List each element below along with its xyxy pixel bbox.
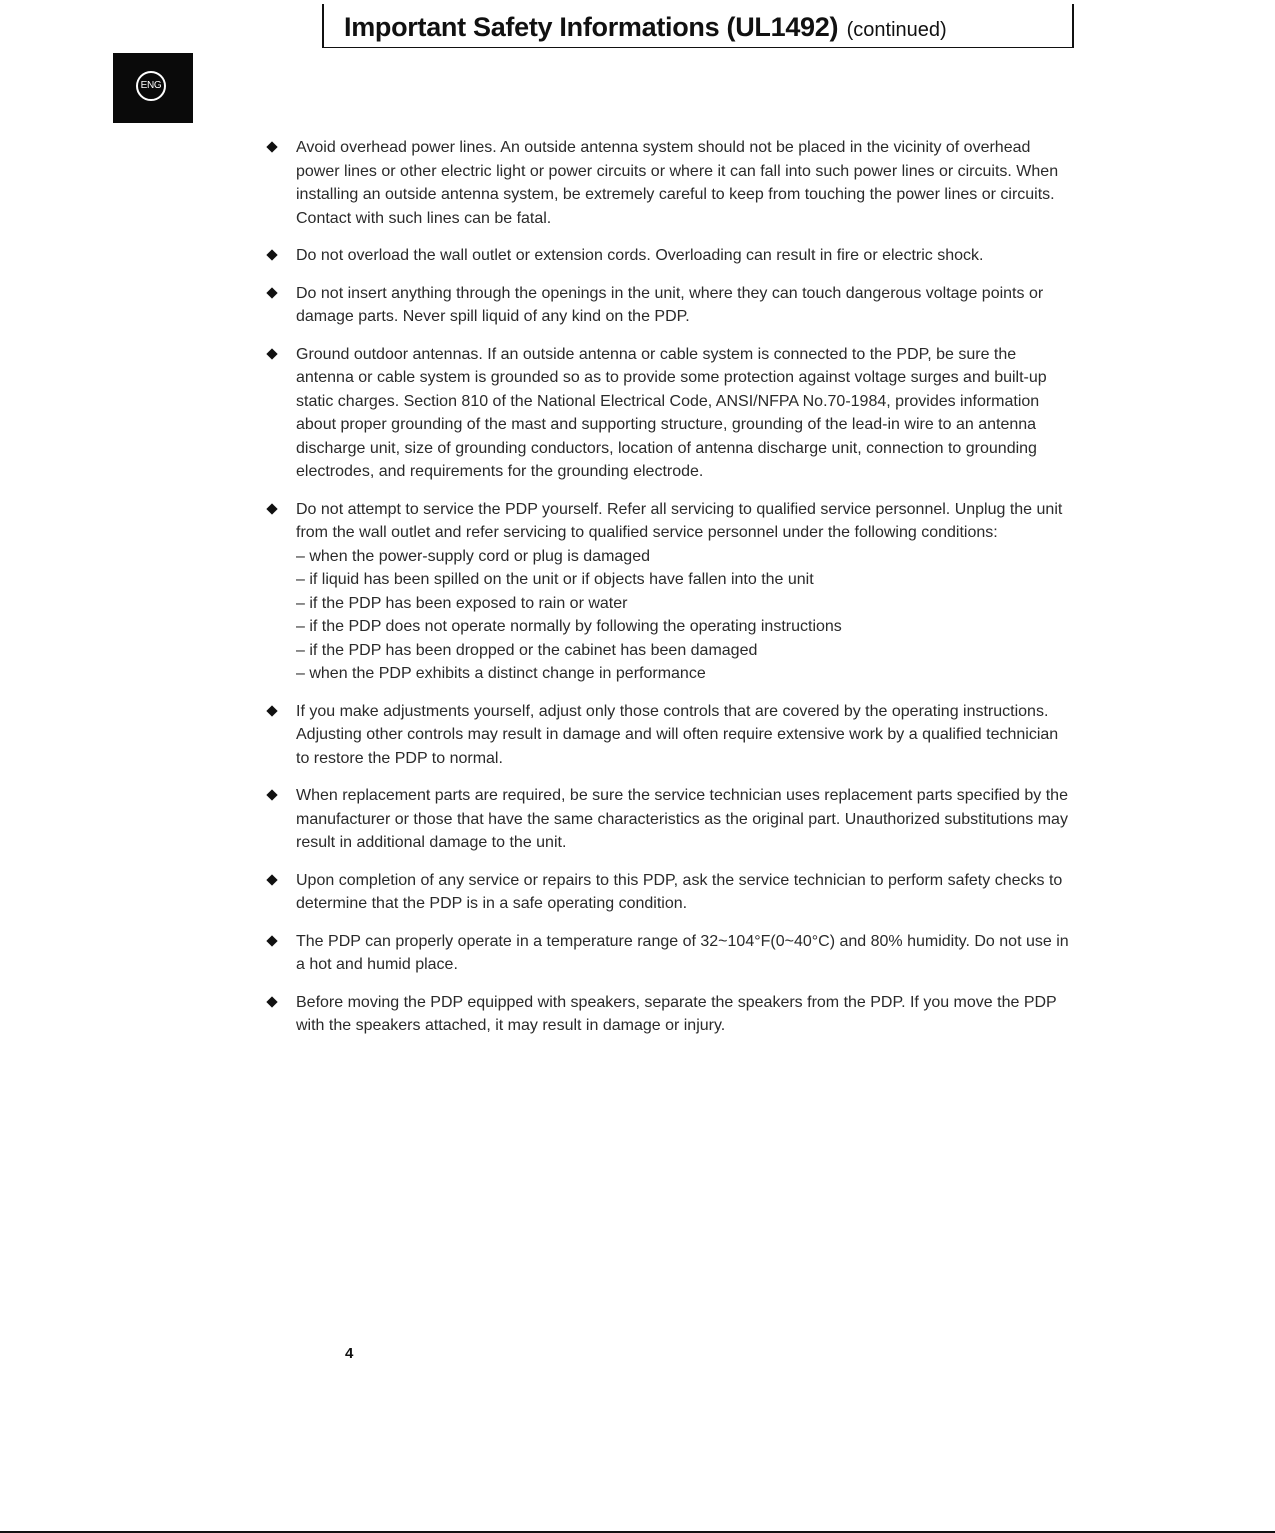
list-item [266, 930, 1074, 977]
diamond-bullet-icon [266, 348, 277, 359]
item-text: The PDP can properly operate in a temperature range of 32~104°F(0~40°C) and 80% humidity. Do not use in a hot and humid place. [296, 932, 1069, 973]
item-text: Ground outdoor antennas. If an outside antenna or cable system is connected to the PDP, be sure the antenna or cable system is grounded so as to provide some protection against voltage surges and built-up static charges. Section 810 of the National Electrical Code, ANSI/NFPA No.70-1984, provides information about proper grounding of the mast and supporting structure, grounding of the lead-in wire to an antenna discharge unit, size of grounding conductors, location of antenna discharge unit, connection to grounding electrodes, and requirements for the grounding electrode. [296, 345, 1047, 480]
list-item [266, 498, 1074, 686]
page-title [344, 12, 947, 43]
item-text: Do not attempt to service the PDP yourself. Refer all servicing to qualified service personnel. Unplug the unit from the wall outlet and refer servicing to qualified service personnel under the following conditions: [296, 500, 1063, 541]
item-text: If you make adjustments yourself, adjust only those controls that are covered by the operating instructions. Adjusting other controls may result in damage and will often require extensive work by a qualified technician to restore the PDP to normal. [296, 702, 1059, 767]
item-text: Upon completion of any service or repairs to this PDP, ask the service technician to perform safety checks to determine that the PDP is in a safe operating condition. [296, 871, 1063, 912]
diamond-bullet-icon [266, 996, 277, 1007]
list-item [266, 784, 1074, 855]
diamond-bullet-icon [266, 503, 277, 514]
language-badge: ENG [136, 71, 166, 101]
page-number: 4 [345, 1345, 354, 1362]
item-text: Before moving the PDP equipped with speakers, separate the speakers from the PDP. If you move the PDP with the speakers attached, it may result in damage or injury. [296, 993, 1057, 1034]
sub-condition: – if the PDP does not operate normally by following the operating instructions [296, 618, 842, 635]
sub-condition: – when the PDP exhibits a distinct change in performance [296, 665, 706, 682]
diamond-bullet-icon [266, 287, 277, 298]
diamond-bullet-icon [266, 141, 277, 152]
item-text: Do not insert anything through the openings in the unit, where they can touch dangerous voltage points or damage parts. Never spill liquid of any kind on the PDP. [296, 284, 1044, 325]
safety-list [266, 136, 1074, 1052]
diamond-bullet-icon [266, 705, 277, 716]
header-frame [322, 4, 1074, 48]
list-item [266, 343, 1074, 484]
list-item [266, 991, 1074, 1038]
list-item [266, 869, 1074, 916]
sub-condition: – if the PDP has been dropped or the cabinet has been damaged [296, 641, 758, 659]
sub-condition: – if the PDP has been exposed to rain or water [296, 594, 628, 612]
item-text: Do not overload the wall outlet or extension cords. Overloading can result in fire or electric shock. [296, 247, 984, 264]
list-item [266, 244, 1074, 268]
diamond-bullet-icon [266, 789, 277, 800]
list-item [266, 136, 1074, 230]
sub-condition: – if liquid has been spilled on the unit or if objects have fallen into the unit [296, 571, 814, 588]
title-continued: (continued) [846, 19, 947, 41]
item-text: When replacement parts are required, be sure the service technician uses replacement parts specified by the manufacturer or those that have the same characteristics as the original part. Unauthorized substitutions may result in additional damage to the unit. [296, 787, 1068, 851]
sub-condition: – when the power-supply cord or plug is damaged [296, 547, 650, 565]
list-item [266, 282, 1074, 329]
diamond-bullet-icon [266, 874, 277, 885]
language-tab [113, 53, 193, 123]
diamond-bullet-icon [266, 249, 277, 260]
list-item [266, 700, 1074, 771]
title-text: Important Safety Informations (UL1492) [344, 12, 839, 42]
item-text: Avoid overhead power lines. An outside antenna system should not be placed in the vicinity of overhead power lines or other electric light or power circuits or where it can fall into such power lines or circuits. When installing an outside antenna system, be extremely careful to keep from touching the power lines or circuits. Contact with such lines can be fatal. [296, 139, 1059, 227]
diamond-bullet-icon [266, 935, 277, 946]
